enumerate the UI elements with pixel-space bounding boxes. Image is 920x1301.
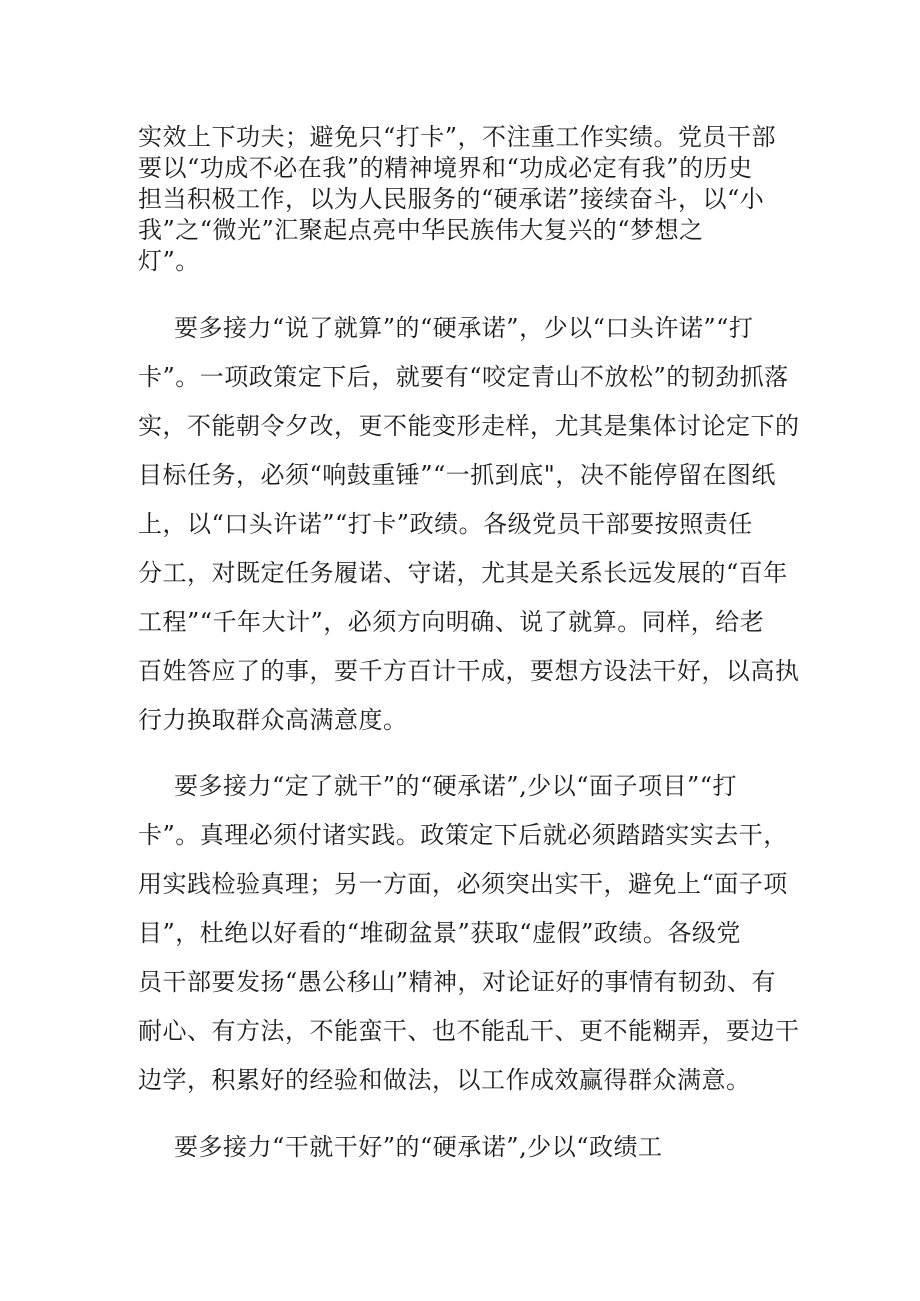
text-line: 目”，杜绝以好看的“堆砌盆景”获取“虚假”政绩。各级党 <box>138 919 741 947</box>
text-line: 目标任务，必须“响鼓重锤”“一抓到底"，决不能停留在图纸 <box>138 461 776 489</box>
text-line: 担当积极工作，以为人民服务的“硬承诺”接续奋斗，以“小 <box>138 185 765 213</box>
text-line: 要以“功成不必在我”的精神境界和“功成必定有我”的历史 <box>138 154 753 182</box>
text-line: 灯”。 <box>138 247 200 275</box>
text-line: 工程”“千年大计”，必须方向明确、说了就算。同样，给老 <box>138 608 765 636</box>
text-line: 上，以“口头许诺”“打卡”政绩。各级党员干部要按照责任 <box>138 510 753 538</box>
text-line: 实，不能朝令夕改，更不能变形走样，尤其是集体讨论定下的 <box>138 412 800 440</box>
text-line: 分工，对既定任务履诺、守诺，尤其是关系长远发展的“百年 <box>138 559 788 587</box>
text-line: 边学，积累好的经验和做法，以工作成效赢得群众满意。 <box>138 1066 751 1094</box>
text-line: 耐心、有方法，不能蛮干、也不能乱干、更不能糊弄，要边干 <box>138 1017 800 1045</box>
text-line: 实效上下功夫；避免只“打卡”，不注重工作实绩。党员干部 <box>138 123 777 151</box>
text-line: 用实践检验真理；另一方面，必须突出实干，避免上“面子项 <box>138 870 788 898</box>
text-line: 百姓答应了的事，要千方百计干成，要想方设法干好，以高执 <box>138 657 800 685</box>
text-line: 员干部要发扬“愚公移山”精神，对论证好的事情有韧劲、有 <box>138 968 777 996</box>
text-line: 要多接力“干就干好”的“硬承诺”,少以“政绩工 <box>174 1133 663 1161</box>
text-line: 卡”。一项政策定下后，就要有“咬定青山不放松”的韧劲抓落 <box>138 363 789 391</box>
text-line: 我”之“微光”汇聚起点亮中华民族伟大复兴的“梦想之 <box>138 216 704 244</box>
text-line: 行力换取群众高满意度。 <box>138 706 408 734</box>
text-line: 卡”。真理必须付诸实践。政策定下后就必须踏踏实实去干， <box>138 821 788 849</box>
text-line: 要多接力“说了就算”的“硬承诺”，少以“口头许诺”“打 <box>174 314 754 342</box>
text-line: 要多接力“定了就干”的“硬承诺”,少以“面子项目”“打 <box>174 772 738 800</box>
